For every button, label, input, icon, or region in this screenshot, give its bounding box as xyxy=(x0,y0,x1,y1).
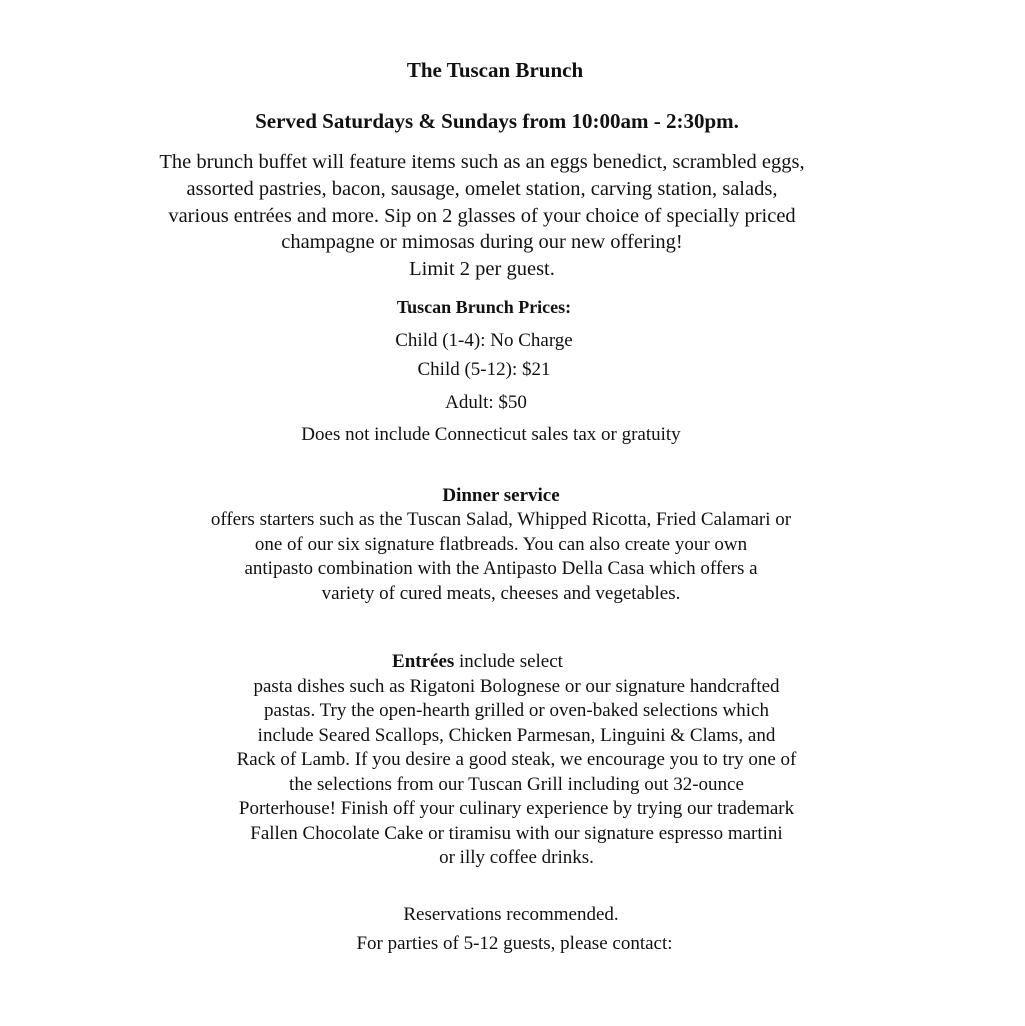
dinner-line: variety of cured meats, cheeses and vegetables. xyxy=(321,582,681,604)
dinner-line: offers starters such as the Tuscan Salad, Whipped Ricotta, Fried Calamari or xyxy=(210,509,792,531)
entrees-line: Rack of Lamb. If you desire a good steak, we encourage you to try one of xyxy=(236,749,797,770)
price-tax-note: Does not include Connecticut sales tax or gratuity xyxy=(301,424,681,445)
entrees-heading-rest: include select xyxy=(454,651,563,672)
reservations-note: Reservations recommended. xyxy=(403,904,619,925)
brunch-description-line: Limit 2 per guest. xyxy=(409,258,555,281)
brunch-hours: Served Saturdays & Sundays from 10:00am - 2:30pm. xyxy=(255,109,739,133)
reservations-contact: For parties of 5-12 guests, please contact: xyxy=(356,933,673,954)
brunch-description-line: assorted pastries, bacon, sausage, omelet station, carving station, salads, xyxy=(186,177,778,200)
brunch-description xyxy=(0,149,964,283)
entrees-line: Porterhouse! Finish off your culinary experience by trying our trademark xyxy=(238,798,795,819)
entrees-line: Fallen Chocolate Cake or tiramisu with our signature espresso martini xyxy=(250,822,783,844)
entrees-line: include Seared Scallops, Chicken Parmesan, Linguini & Clams, and xyxy=(257,724,776,746)
dinner-line: one of our six signature flatbreads. You can also create your own xyxy=(254,533,748,555)
page-title: The Tuscan Brunch xyxy=(406,58,584,82)
brunch-description-line: The brunch buffet will feature items such as an eggs benedict, scrambled eggs, xyxy=(159,151,805,173)
entrees-line: or illy coffee drinks. xyxy=(439,847,594,868)
entrees-intro-line xyxy=(0,650,1025,675)
entrees-section xyxy=(0,650,1025,871)
entrees-line: pasta dishes such as Rigatoni Bolognese or our signature handcrafted xyxy=(253,675,780,697)
dinner-section xyxy=(0,484,1002,606)
brunch-description-line: various entrées and more. Sip on 2 glasses of your choice of specially priced xyxy=(168,204,796,227)
dinner-heading: Dinner service xyxy=(442,485,560,506)
entrees-heading: Entrées xyxy=(392,651,455,672)
entrees-line: the selections from our Tuscan Grill including out 32-ounce xyxy=(289,773,744,795)
price-child-large: Child (5-12): $21 xyxy=(417,359,551,380)
price-child-small: Child (1-4): No Charge xyxy=(395,330,573,351)
brunch-description-line: champagne or mimosas during our new offering! xyxy=(281,231,683,254)
prices-heading: Tuscan Brunch Prices: xyxy=(396,297,572,317)
dinner-line: antipasto combination with the Antipasto Della Casa which offers a xyxy=(244,558,758,580)
price-adult: Adult: $50 xyxy=(445,392,527,413)
entrees-line: pastas. Try the open-hearth grilled or oven-baked selections which xyxy=(264,700,769,721)
